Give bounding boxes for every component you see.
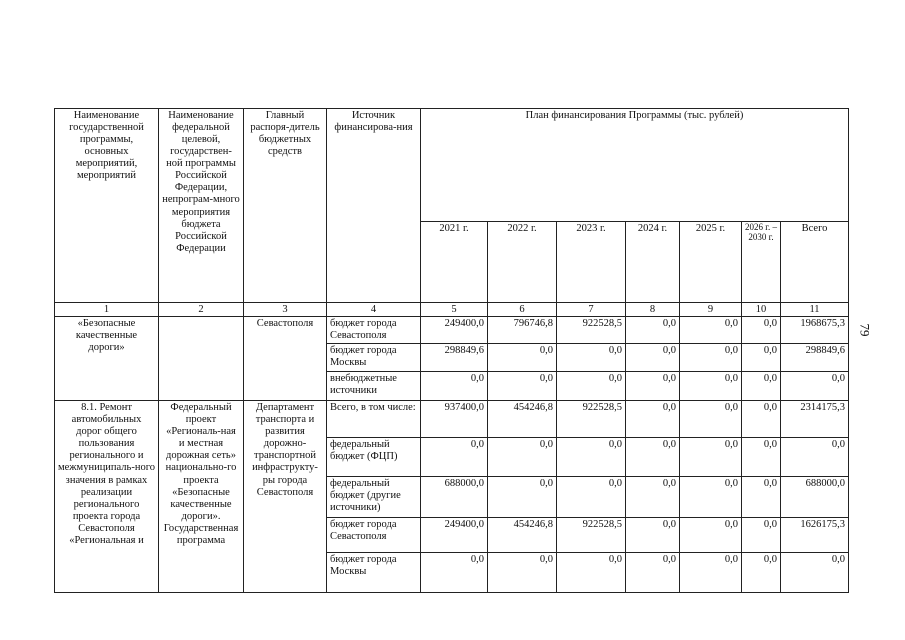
value-cell: 0,0 [742,317,781,344]
value-cell: 0,0 [626,344,680,372]
value-cell: 0,0 [626,372,680,401]
header-row [55,109,849,222]
column-number: 9 [680,303,742,317]
financing-plan-table [54,108,849,593]
value-cell: 0,0 [742,372,781,401]
column-number: 2 [159,303,244,317]
funding-source-cell: Всего, в том числе: [327,401,421,438]
column-number: 5 [421,303,488,317]
program-name-cell: 8.1. Ремонт автомобильных дорог общего пользования регионального и межмуниципаль-ного значения в рамках реализации регионального проекта города Севастополя «Региональная и [55,401,159,593]
value-cell: 0,0 [557,438,626,477]
value-cell: 0,0 [626,438,680,477]
value-cell: 922528,5 [557,401,626,438]
header-funding-source: Источник финансирова-ния [327,109,421,303]
value-cell: 0,0 [742,401,781,438]
total-cell: 688000,0 [781,477,849,518]
column-number: 4 [327,303,421,317]
header-year: 2021 г. [421,222,488,303]
value-cell: 922528,5 [557,317,626,344]
value-cell: 0,0 [626,518,680,553]
header-year: 2025 г. [680,222,742,303]
total-cell: 0,0 [781,372,849,401]
value-cell: 454246,8 [488,401,557,438]
column-numbers-row [55,303,849,317]
value-cell: 454246,8 [488,518,557,553]
header-federal-program: Наименование федеральной целевой, государствен-ной программы Российской Федерации, непрограм-много мероприятия бюджета Российской Федерации [159,109,244,303]
column-number: 1 [55,303,159,317]
value-cell: 0,0 [557,372,626,401]
funding-source-cell: бюджет города Севастополя [327,317,421,344]
total-cell: 1968675,3 [781,317,849,344]
program-name-cell: «Безопасные качественные дороги» [55,317,159,401]
value-cell: 0,0 [421,372,488,401]
value-cell: 0,0 [488,372,557,401]
budget-administrator-cell: Севастополя [244,317,327,401]
value-cell: 0,0 [557,553,626,593]
value-cell: 0,0 [488,553,557,593]
total-cell: 298849,6 [781,344,849,372]
column-number: 7 [557,303,626,317]
value-cell: 249400,0 [421,317,488,344]
funding-source-cell: бюджет города Севастополя [327,518,421,553]
column-number: 3 [244,303,327,317]
header-program-name: Наименование государственной программы, основных мероприятий, мероприятий [55,109,159,303]
total-cell: 0,0 [781,553,849,593]
value-cell: 937400,0 [421,401,488,438]
total-cell: 0,0 [781,438,849,477]
value-cell: 0,0 [680,518,742,553]
total-cell: 1626175,3 [781,518,849,553]
total-cell: 2314175,3 [781,401,849,438]
value-cell: 0,0 [626,317,680,344]
header-year: 2022 г. [488,222,557,303]
value-cell: 0,0 [680,553,742,593]
value-cell: 0,0 [557,344,626,372]
header-year: 2023 г. [557,222,626,303]
table-row [55,317,849,344]
funding-source-cell: федеральный бюджет (другие источники) [327,477,421,518]
value-cell: 0,0 [742,553,781,593]
value-cell: 0,0 [680,438,742,477]
funding-source-cell: внебюджетные источники [327,372,421,401]
funding-source-cell: федеральный бюджет (ФЦП) [327,438,421,477]
value-cell: 922528,5 [557,518,626,553]
page-number: 79 [857,323,873,337]
value-cell: 249400,0 [421,518,488,553]
column-number: 11 [781,303,849,317]
value-cell: 0,0 [626,477,680,518]
column-number: 10 [742,303,781,317]
table-row [55,401,849,438]
header-financing-plan: План финансирования Программы (тыс. рублей) [421,109,849,222]
federal-program-cell [159,317,244,401]
value-cell: 0,0 [742,518,781,553]
value-cell: 0,0 [680,344,742,372]
value-cell: 0,0 [557,477,626,518]
federal-program-cell: Федеральный проект «Региональ-ная и местная дорожная сеть» национально-го проекта «Безопасные качественные дороги». Государственная программа [159,401,244,593]
value-cell: 688000,0 [421,477,488,518]
value-cell: 0,0 [680,477,742,518]
header-budget-administrator: Главный распоря-дитель бюджетных средств [244,109,327,303]
value-cell: 0,0 [742,344,781,372]
value-cell: 0,0 [680,372,742,401]
header-total: Всего [781,222,849,303]
value-cell: 0,0 [742,438,781,477]
budget-administrator-cell: Департамент транспорта и развития дорожно-транспортной инфраструкту-ры города Севастополя [244,401,327,593]
column-number: 8 [626,303,680,317]
value-cell: 0,0 [488,344,557,372]
value-cell: 0,0 [680,401,742,438]
value-cell: 0,0 [626,401,680,438]
value-cell: 0,0 [488,438,557,477]
value-cell: 0,0 [626,553,680,593]
value-cell: 298849,6 [421,344,488,372]
value-cell: 0,0 [680,317,742,344]
value-cell: 796746,8 [488,317,557,344]
column-number: 6 [488,303,557,317]
value-cell: 0,0 [488,477,557,518]
value-cell: 0,0 [742,477,781,518]
header-year-range: 2026 г. – 2030 г. [742,222,781,303]
value-cell: 0,0 [421,438,488,477]
value-cell: 0,0 [421,553,488,593]
funding-source-cell: бюджет города Москвы [327,344,421,372]
header-year: 2024 г. [626,222,680,303]
funding-source-cell: бюджет города Москвы [327,553,421,593]
